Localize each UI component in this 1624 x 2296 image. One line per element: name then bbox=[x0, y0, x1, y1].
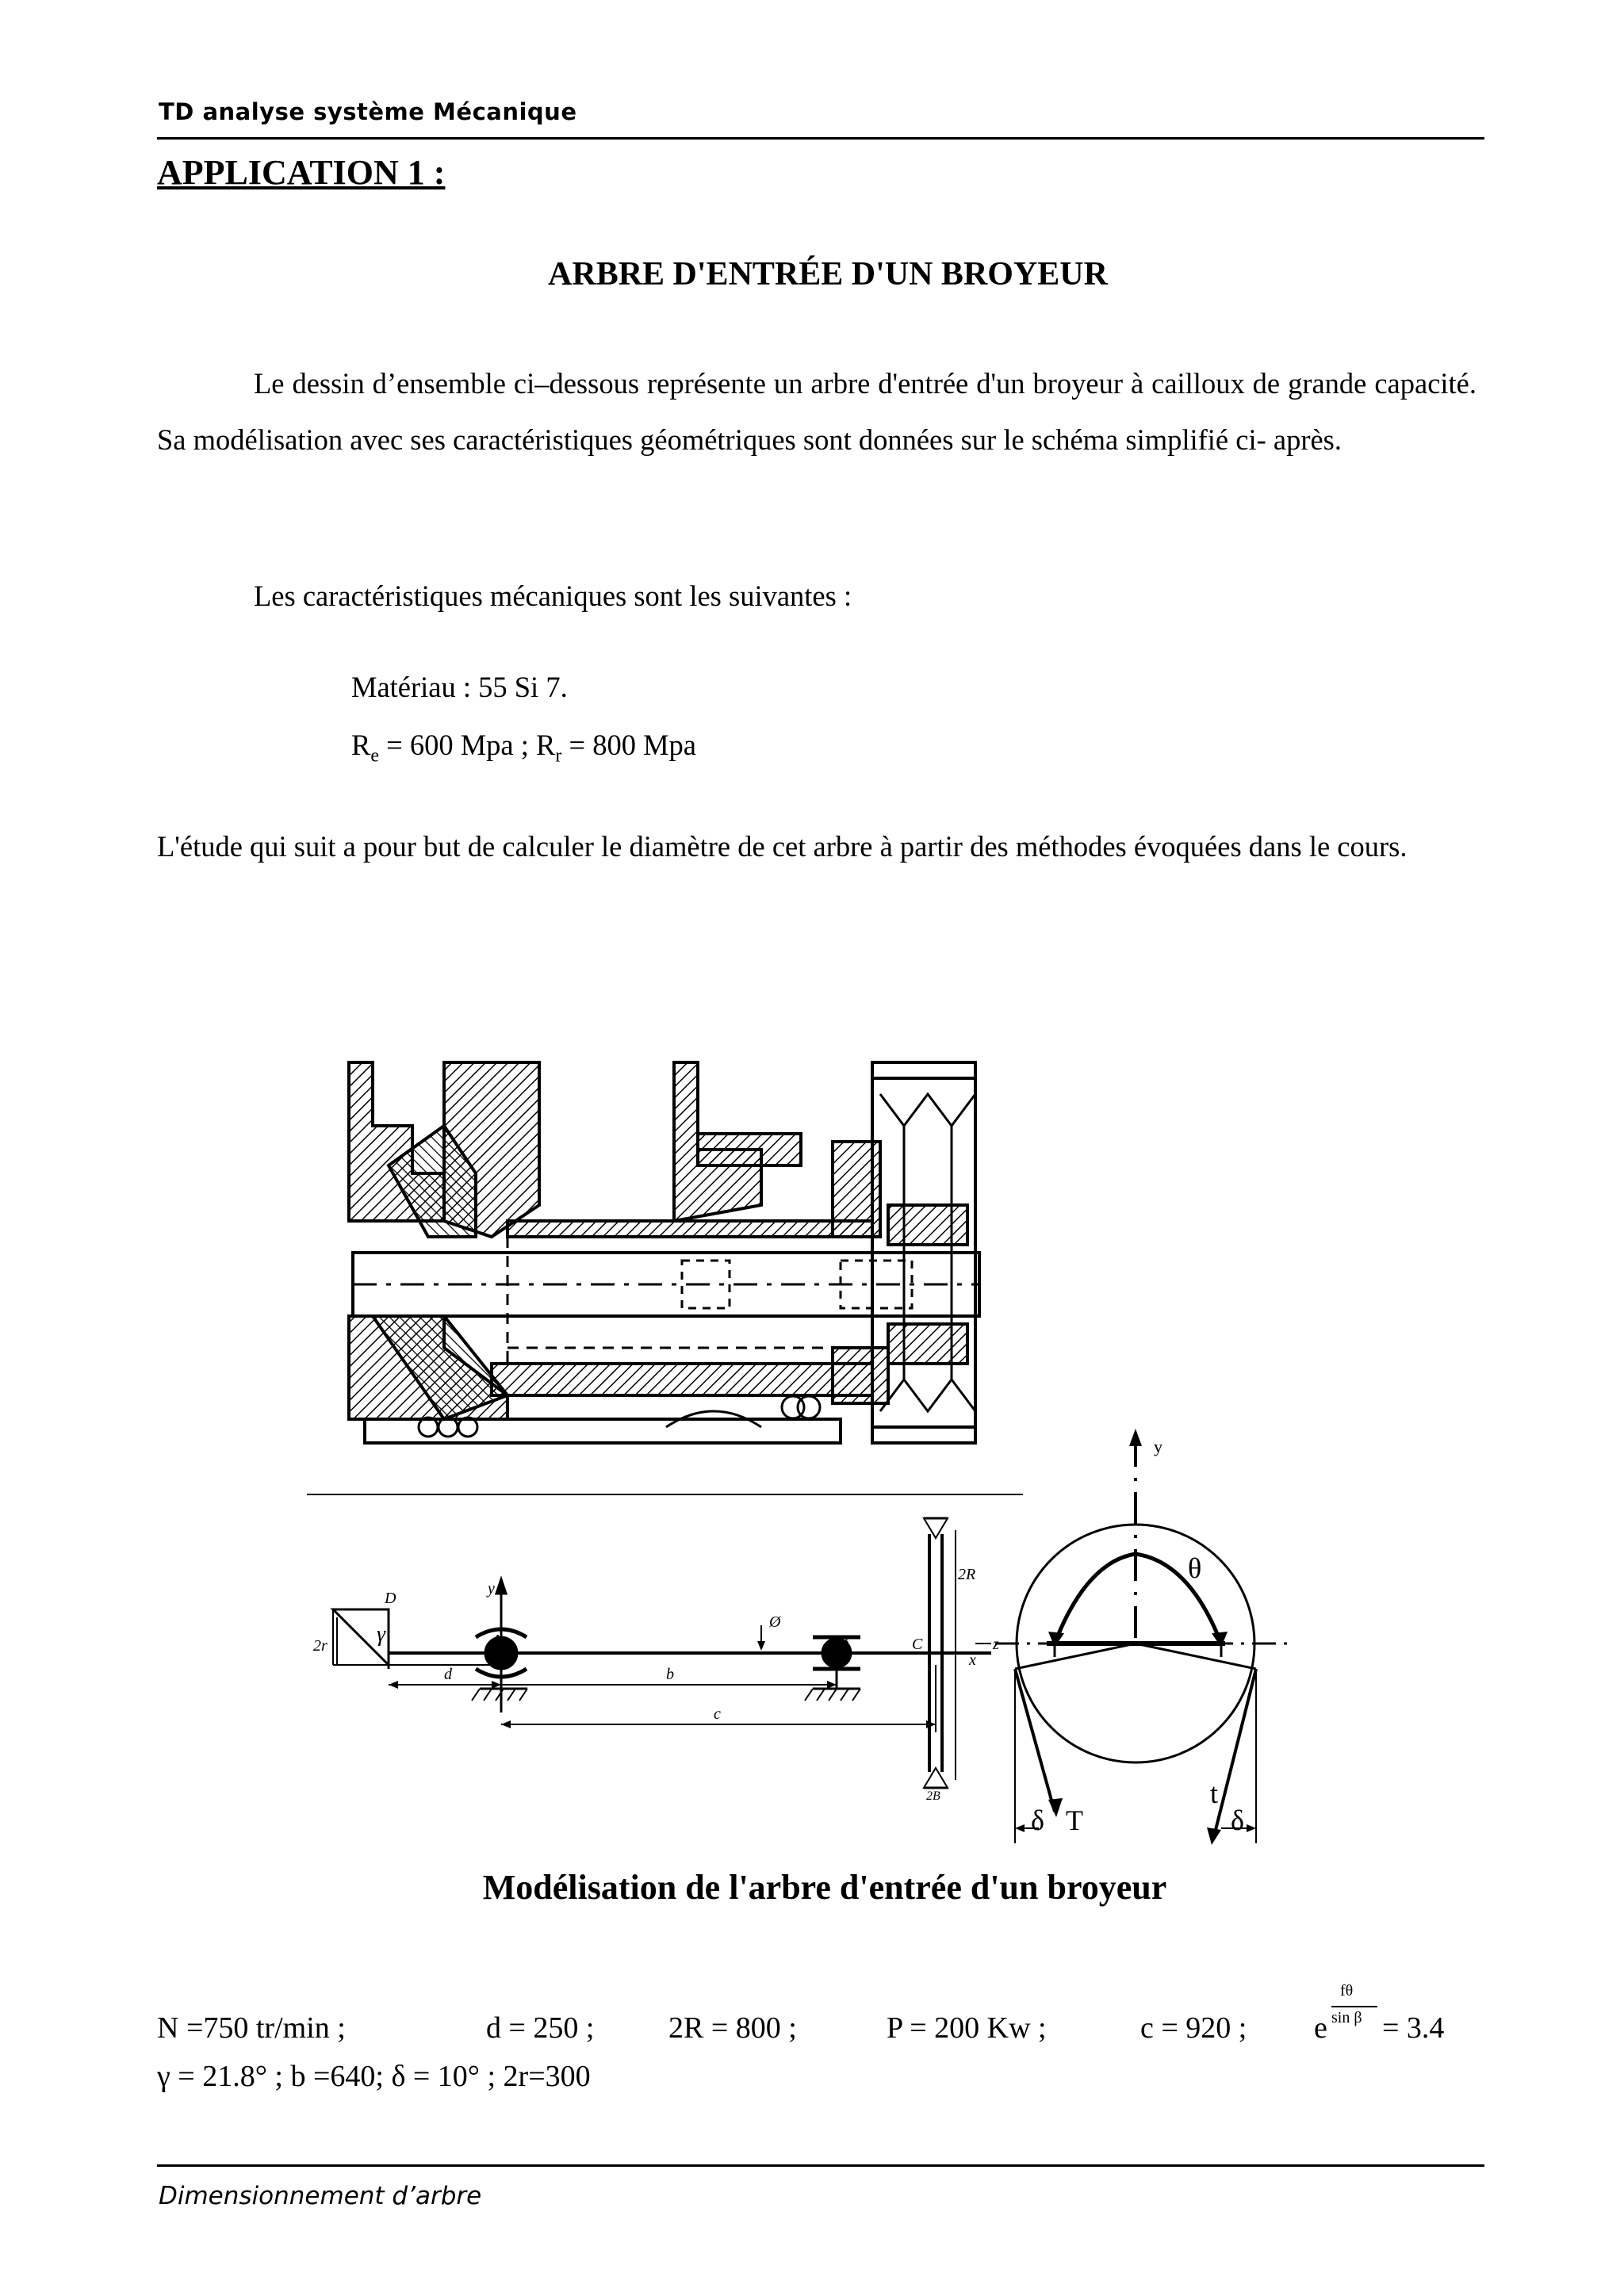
label-gamma: γ bbox=[377, 1622, 386, 1647]
goal-paragraph: L'étude qui suit a pour but de calculer le diamètre de cet arbre à partir des méthodes évoquées dans le cours. bbox=[157, 830, 1408, 863]
pulley-label-delta-left: δ bbox=[1031, 1804, 1044, 1836]
exp-fraction-bar bbox=[1331, 2006, 1377, 2007]
pulley-label-y: y bbox=[1154, 1437, 1162, 1456]
param-d: d = 250 ; bbox=[486, 2011, 595, 2045]
resistance-line bbox=[351, 728, 696, 767]
page-footer: Dimensionnement d’arbre bbox=[159, 2182, 482, 2210]
material-line: Matériau : 55 Si 7. bbox=[351, 671, 568, 703]
figure bbox=[0, 1031, 1624, 1871]
exp-numerator: fθ bbox=[1340, 1982, 1354, 1999]
label-2r: 2r bbox=[313, 1637, 327, 1655]
param-p: P = 200 Kw ; bbox=[887, 2011, 1047, 2045]
label-phi: Ø bbox=[769, 1613, 781, 1631]
rr-symbol: R bbox=[536, 729, 556, 761]
page-header: TD analyse système Mécanique bbox=[159, 98, 577, 125]
label-c: c bbox=[714, 1705, 721, 1723]
rr-subscript: r bbox=[555, 745, 562, 767]
params-line-2: γ = 21.8° ; b =640; δ = 10° ; 2r=300 bbox=[157, 2060, 591, 2093]
assembly-drawing bbox=[349, 1062, 979, 1443]
param-n: N =750 tr/min ; bbox=[157, 2011, 346, 2045]
figure-caption: Modélisation de l'arbre d'entrée d'un broyeur bbox=[482, 1868, 1167, 1907]
shaft-schematic bbox=[333, 1518, 991, 1788]
re-subscript: e bbox=[370, 745, 380, 767]
pulley-labels bbox=[1031, 1437, 1244, 1836]
param-exponent bbox=[1312, 1982, 1495, 2053]
footer-rule bbox=[157, 2164, 1484, 2167]
pulley-diagram bbox=[995, 1429, 1293, 1845]
param-2R: 2R = 800 ; bbox=[668, 2011, 797, 2045]
exp-value: = 3.4 bbox=[1382, 2011, 1445, 2045]
label-z: z bbox=[993, 1636, 999, 1653]
param-c: c = 920 ; bbox=[1140, 2011, 1247, 2045]
label-b: b bbox=[666, 1666, 674, 1683]
label-y: y bbox=[488, 1580, 495, 1598]
label-d: d bbox=[444, 1666, 452, 1683]
label-B: B bbox=[839, 1632, 849, 1650]
label-C: C bbox=[912, 1636, 923, 1653]
rr-value: = 800 Mpa bbox=[561, 729, 697, 761]
pulley-label-delta-right: δ bbox=[1231, 1804, 1244, 1836]
params-line-1 bbox=[157, 2011, 346, 2045]
label-x: x bbox=[969, 1651, 976, 1669]
pulley-label-T: T bbox=[1066, 1804, 1083, 1836]
page-title: ARBRE D'ENTRÉE D'UN BROYEUR bbox=[548, 256, 1108, 293]
exp-base: e bbox=[1314, 2011, 1327, 2045]
re-value: = 600 Mpa ; bbox=[379, 729, 537, 761]
label-A: A bbox=[492, 1632, 502, 1649]
pulley-label-theta: θ bbox=[1188, 1552, 1202, 1584]
pulley-label-t: t bbox=[1210, 1777, 1219, 1809]
label-2R: 2R bbox=[958, 1566, 976, 1583]
exp-denominator: sin β bbox=[1331, 2009, 1362, 2026]
intro-paragraph: Le dessin d’ensemble ci–dessous représente un arbre d'entrée d'un broyeur à cailloux de grande capacité. Sa modélisation avec ses caractéristiques géométriques sont données sur le schéma simplifié ci- après. bbox=[157, 367, 1477, 456]
characteristics-intro: Les caractéristiques mécaniques sont les suivantes : bbox=[254, 580, 852, 612]
label-2B: 2B bbox=[926, 1789, 940, 1803]
section-label: APPLICATION 1 : bbox=[157, 153, 446, 192]
header-rule bbox=[157, 137, 1484, 140]
label-D: D bbox=[385, 1590, 396, 1607]
re-symbol: R bbox=[351, 729, 371, 761]
